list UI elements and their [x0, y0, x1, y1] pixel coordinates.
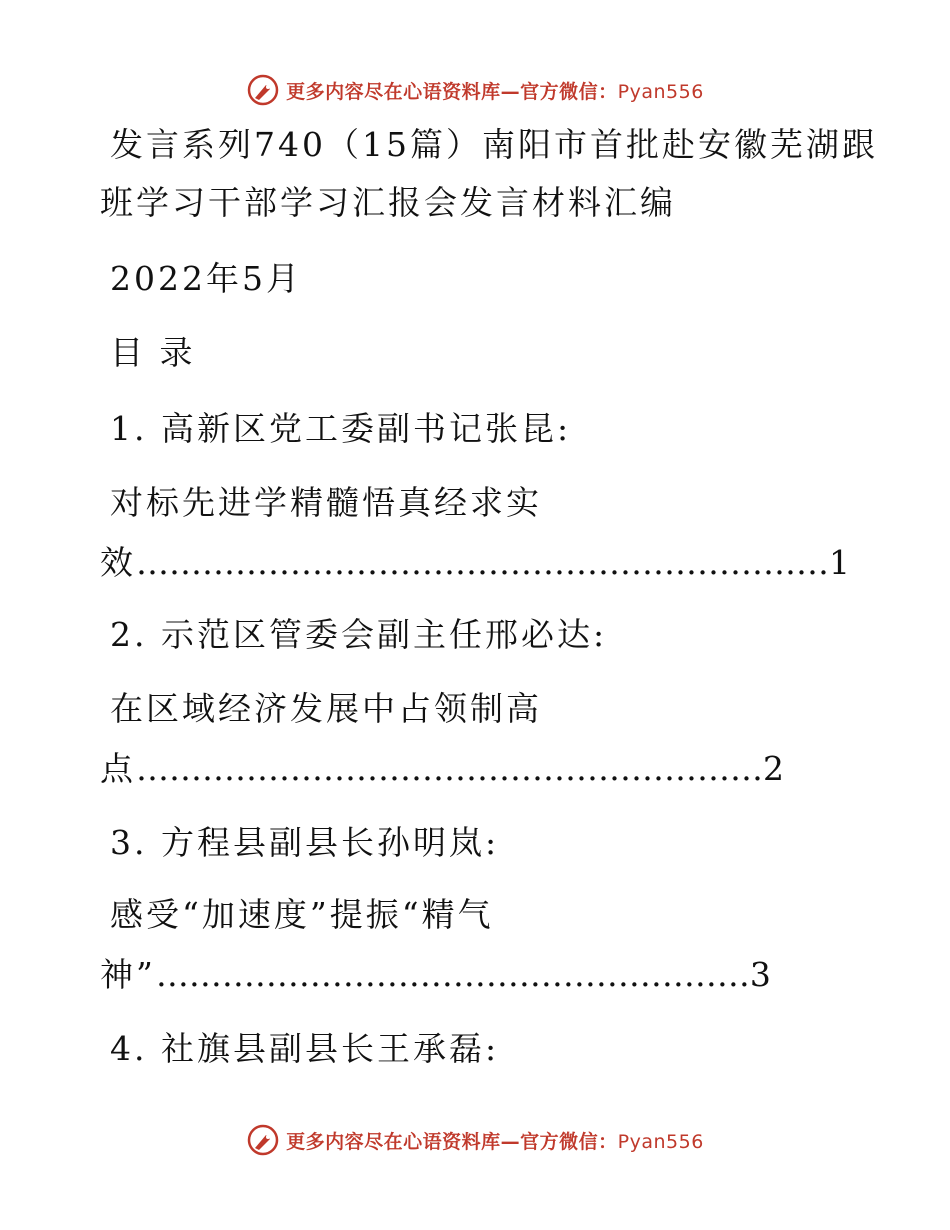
toc-entry-3-subtitle: 感受“加速度”提振“精气 [110, 895, 494, 934]
toc-leader-dots: ……………………………………………………… [136, 543, 829, 582]
document-title-line-1: 发言系列740（15篇）南阳市首批赴安徽芜湖跟 [110, 125, 878, 164]
toc-leader-dots: ……………………………………………… [155, 955, 750, 994]
toc-entry-2-continuation [100, 749, 787, 788]
document-date: 2022年5月 [110, 259, 302, 298]
watermark-text: 更多内容尽在心语资料库—官方微信：Pyan556 [286, 80, 704, 103]
toc-entry-2-title: 2. 示范区管委会副主任邢必达: [110, 615, 608, 654]
toc-entry-3-continuation [100, 955, 774, 994]
toc-entry-3-subtitle-end: 神” [100, 955, 156, 994]
toc-entry-1-title: 1. 高新区党工委副书记张昆: [110, 409, 572, 448]
toc-entry-2-subtitle: 在区域经济发展中占领制高 [110, 689, 542, 728]
toc-entry-1-subtitle: 对标先进学精髓悟真经求实 [110, 483, 542, 522]
toc-entry-1-continuation [100, 543, 853, 582]
toc-entry-3-page: 3 [749, 955, 774, 994]
watermark-text: 更多内容尽在心语资料库—官方微信：Pyan556 [286, 1130, 704, 1153]
toc-entry-1-subtitle-end: 效 [100, 543, 136, 582]
watermark-account: Pyan556 [617, 80, 704, 103]
toc-entry-2-subtitle-end: 点 [100, 749, 136, 788]
toc-entry-1-page: 1 [829, 543, 853, 582]
toc-entry-4-title: 4. 社旗县副县长王承磊: [110, 1029, 500, 1068]
toc-heading: 目 录 [110, 333, 196, 372]
toc-entry-3-title: 3. 方程县副县长孙明岚: [110, 823, 500, 862]
watermark-banner-bottom [0, 1120, 950, 1160]
toc-entry-2-page: 2 [763, 749, 787, 788]
toc-leader-dots: ………………………………………………… [136, 749, 763, 788]
pen-nib-logo-icon [246, 1123, 280, 1157]
document-title-line-2: 班学习干部学习汇报会发言材料汇编 [100, 183, 676, 222]
watermark-banner-top [0, 70, 950, 110]
pen-nib-logo-icon [246, 73, 280, 107]
watermark-account: Pyan556 [617, 1130, 704, 1153]
